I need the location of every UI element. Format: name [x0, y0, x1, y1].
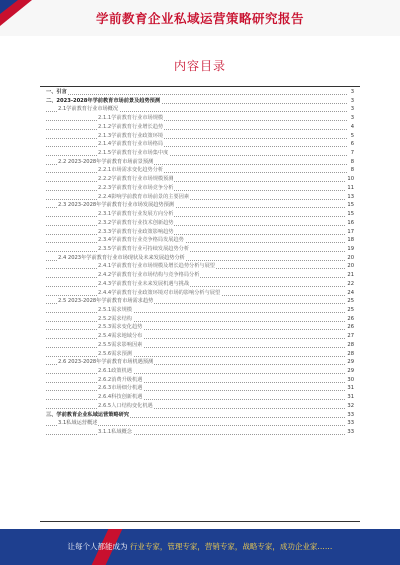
toc-entry-page: 30 [347, 376, 354, 383]
toc-entry-page: 29 [347, 368, 354, 374]
toc-entry[interactable] [46, 132, 354, 141]
toc-leader-dots [46, 321, 347, 322]
toc-entry-label: 三、学前教育企业私域运营策略研究 [46, 411, 130, 418]
toc-leader-dots [46, 138, 347, 139]
toc-entry-label: 2.3.3学前教育行业政策影响趋势 [98, 228, 174, 235]
toc-leader-dots [46, 251, 347, 252]
toc-entry-label: 2.6 2023-2028年学前教育市场机遇预测 [58, 359, 154, 366]
toc-entry-page: 3 [350, 89, 354, 95]
toc-entry[interactable] [46, 358, 354, 367]
footer-tagline-roles: 行业专家，管理专家，营销专家，战略专家，成功企业家…… [129, 542, 333, 551]
toc-entry[interactable] [46, 158, 354, 167]
toc-entry-page: 18 [347, 237, 354, 244]
toc-entry-page: 31 [347, 394, 354, 401]
toc-entry-label: 一、引言 [46, 89, 67, 95]
toc-entry[interactable] [46, 411, 354, 420]
toc-entry[interactable] [46, 289, 354, 298]
toc-entry-page: 27 [347, 333, 354, 340]
toc-entry-label: 2.5.5需求影响因素 [98, 341, 143, 348]
toc-leader-dots [46, 286, 347, 287]
toc-entry-label: 2.1学前教育行业市场概况 [58, 106, 119, 113]
toc-entry[interactable] [46, 201, 354, 210]
toc-entry-page: 28 [347, 341, 354, 348]
toc-entry-page: 31 [347, 385, 354, 392]
toc-entry-label: 2.3.1学前教育行业发展方向分析 [98, 211, 174, 218]
toc-entry[interactable] [46, 384, 354, 393]
toc-entry[interactable] [46, 323, 354, 332]
toc-leader-dots [46, 216, 347, 217]
toc-entry[interactable] [46, 210, 354, 219]
toc-leader-dots [46, 242, 347, 243]
toc-entry-label: 2.6.2消费升级机遇 [98, 376, 143, 383]
toc-leader-dots [46, 347, 347, 348]
toc-leader-dots [46, 94, 347, 95]
toc-entry[interactable] [46, 280, 354, 289]
toc-entry-page: 3 [350, 97, 354, 104]
toc-entry-page: 20 [347, 263, 354, 270]
toc-entry-page: 15 [347, 202, 354, 209]
footer-tagline-lead: 让每个人都能成为 [67, 542, 128, 551]
toc-entry-page: 29 [347, 359, 354, 366]
toc-entry[interactable] [46, 341, 354, 350]
toc-entry[interactable] [46, 184, 354, 193]
toc-leader-dots [46, 373, 347, 374]
toc-entry-page: 22 [347, 280, 354, 287]
toc-entry[interactable] [46, 166, 354, 175]
toc-entry-label: 二、2023-2028年学前教育市场前景及趋势预测 [46, 97, 161, 104]
toc-entry-page: 5 [350, 132, 354, 139]
toc-entry-page: 6 [350, 141, 354, 148]
toc-entry[interactable] [46, 97, 354, 106]
toc-entry[interactable] [46, 123, 354, 132]
toc-entry[interactable] [46, 236, 354, 245]
toc-entry-label: 2.6.1政策机遇 [98, 368, 132, 374]
toc-entry-label: 2.5.4需求地域分布 [98, 333, 143, 340]
toc-entry-page: 19 [347, 245, 354, 252]
toc-leader-dots [46, 390, 347, 391]
toc-entry[interactable] [46, 297, 354, 306]
toc-entry-label: 2.4.3学前教育行业未来发展机遇与挑战 [98, 280, 190, 287]
toc-entry-page: 25 [347, 298, 354, 305]
toc-leader-dots [46, 399, 347, 400]
toc-entry-label: 2.6.3市场细分机遇 [98, 385, 143, 392]
toc-entry[interactable] [46, 315, 354, 324]
toc-entry-page: 17 [347, 228, 354, 235]
toc-entry[interactable] [46, 149, 354, 158]
toc-entry-label: 2.6.5人口结构变化机遇 [98, 402, 153, 409]
toc-entry-label: 2.3.4学前教育行业竞争格局发展趋势 [98, 237, 184, 244]
footer-tagline [0, 541, 400, 552]
toc-entry-label: 3.1私域运营概述 [58, 420, 98, 427]
toc-leader-dots [46, 329, 347, 330]
toc-entry-page: 8 [350, 167, 354, 174]
toc-leader-dots [46, 155, 347, 156]
toc-entry-label: 3.1.1私域概念 [98, 429, 132, 436]
toc-entry-label: 2.2.3学前教育行业市场竞争分析 [98, 184, 174, 191]
toc-leader-dots [46, 408, 347, 409]
toc-entry-label: 2.1.1学前教育行业市场规模 [98, 115, 164, 122]
toc-entry[interactable] [46, 262, 354, 271]
toc-entry-label: 2.2.1市场需求变化趋势分析 [98, 167, 164, 174]
toc-entry-page: 32 [347, 402, 354, 409]
toc-leader-dots [46, 172, 347, 173]
toc-bottom-rule [40, 521, 360, 522]
toc-leader-dots [46, 129, 347, 130]
toc-entry-page: 28 [347, 350, 354, 357]
toc-entry-label: 2.1.4学前教育行业市场格局 [98, 141, 164, 148]
toc-entry[interactable] [46, 193, 354, 202]
toc-entry[interactable] [46, 367, 354, 376]
toc-entry-label: 2.4.1学前教育行业市场规模及增长趋势分析与展望 [98, 263, 215, 270]
toc-entry[interactable] [46, 306, 354, 315]
toc-entry-page: 7 [350, 150, 354, 157]
toc-entry-page: 8 [350, 158, 354, 165]
toc-entry-label: 2.3 2023-2028年学前教育行业市场发展趋势预测 [58, 202, 174, 209]
toc-entry[interactable] [46, 419, 354, 428]
table-of-contents [46, 88, 354, 437]
toc-leader-dots [46, 338, 347, 339]
toc-leader-dots [46, 356, 347, 357]
toc-entry-page: 21 [347, 272, 354, 279]
toc-entry-page: 4 [350, 123, 354, 130]
toc-entry[interactable] [46, 254, 354, 263]
toc-entry-page: 26 [347, 315, 354, 322]
toc-entry-page: 3 [350, 106, 354, 113]
toc-leader-dots [46, 234, 347, 235]
toc-entry[interactable] [46, 428, 354, 437]
toc-entry-label: 2.1.3学前教育行业政策环境 [98, 132, 164, 139]
toc-entry-label: 2.1.5学前教育行业市场集中度 [98, 150, 169, 157]
toc-leader-dots [46, 190, 347, 191]
toc-entry[interactable] [46, 402, 354, 411]
toc-entry-page: 24 [347, 289, 354, 296]
toc-entry-label: 2.5.2需求结构 [98, 315, 132, 322]
toc-entry[interactable] [46, 88, 354, 97]
toc-heading: 内容目录 [173, 59, 226, 73]
toc-entry-label: 2.5.1需求规模 [98, 306, 132, 313]
toc-entry-label: 2.1.2学前教育行业增长趋势 [98, 123, 164, 130]
toc-leader-dots [46, 225, 347, 226]
toc-entry-page: 26 [347, 324, 354, 331]
toc-entry-label: 2.4.4学前教育行业政策环境对市场的影响分析与展望 [98, 289, 221, 296]
toc-entry[interactable] [46, 393, 354, 402]
toc-entry[interactable] [46, 245, 354, 254]
toc-entry-page: 16 [347, 219, 354, 226]
toc-entry-label: 2.3.2学前教育行业技术创新趋势 [98, 219, 174, 226]
toc-entry-label: 2.5.6需求预测 [98, 350, 132, 357]
toc-entry[interactable] [46, 219, 354, 228]
toc-entry-page: 20 [347, 254, 354, 261]
toc-entry-label: 2.5 2023-2028年学前教育市场需求趋势 [58, 298, 154, 305]
toc-entry-page: 15 [347, 211, 354, 218]
toc-entry-label: 2.3.5学前教育行业可持续发展趋势分析 [98, 245, 190, 252]
toc-entry-label: 2.2 2023-2028年学前教育市场前景预测 [58, 158, 154, 165]
toc-leader-dots [46, 120, 347, 121]
toc-entry-page: 33 [347, 429, 354, 436]
footer-banner [0, 529, 400, 565]
toc-entry[interactable] [46, 350, 354, 359]
toc-entry-page: 25 [347, 306, 354, 313]
toc-entry[interactable] [46, 332, 354, 341]
toc-entry[interactable] [46, 228, 354, 237]
toc-entry[interactable] [46, 140, 354, 149]
toc-entry[interactable] [46, 114, 354, 123]
toc-entry-label: 2.2.2学前教育行业市场规模预测 [98, 176, 174, 183]
toc-top-rule [40, 86, 360, 87]
toc-leader-dots [46, 312, 347, 313]
toc-leader-dots [46, 434, 347, 435]
toc-entry-page: 10 [347, 176, 354, 183]
toc-entry-page: 33 [347, 420, 354, 427]
toc-entry-page: 33 [347, 411, 354, 418]
toc-leader-dots [46, 181, 347, 182]
toc-leader-dots [46, 382, 347, 383]
toc-entry-label: 2.2.4影响学前教育市场前景的主要因素 [98, 193, 190, 200]
toc-entry-label: 2.4.2学前教育行业市场结构与竞争格局分析 [98, 272, 200, 279]
toc-entry[interactable] [46, 105, 354, 114]
toc-entry[interactable] [46, 271, 354, 280]
toc-entry-page: 11 [347, 184, 354, 191]
toc-leader-dots [46, 199, 347, 200]
toc-entry-label: 2.5.3需求变化趋势 [98, 324, 143, 331]
toc-entry-page: 13 [347, 193, 354, 200]
report-title: 学前教育企业私域运营策略研究报告 [95, 11, 304, 26]
toc-entry[interactable] [46, 376, 354, 385]
toc-leader-dots [46, 146, 347, 147]
toc-entry[interactable] [46, 175, 354, 184]
toc-entry-page: 3 [350, 115, 354, 122]
toc-entry-label: 2.6.4科技创新机遇 [98, 394, 143, 401]
report-header [0, 0, 400, 36]
toc-entry-label: 2.4 2023年学前教育行业市场现状及未来发展趋势分析 [58, 254, 185, 261]
